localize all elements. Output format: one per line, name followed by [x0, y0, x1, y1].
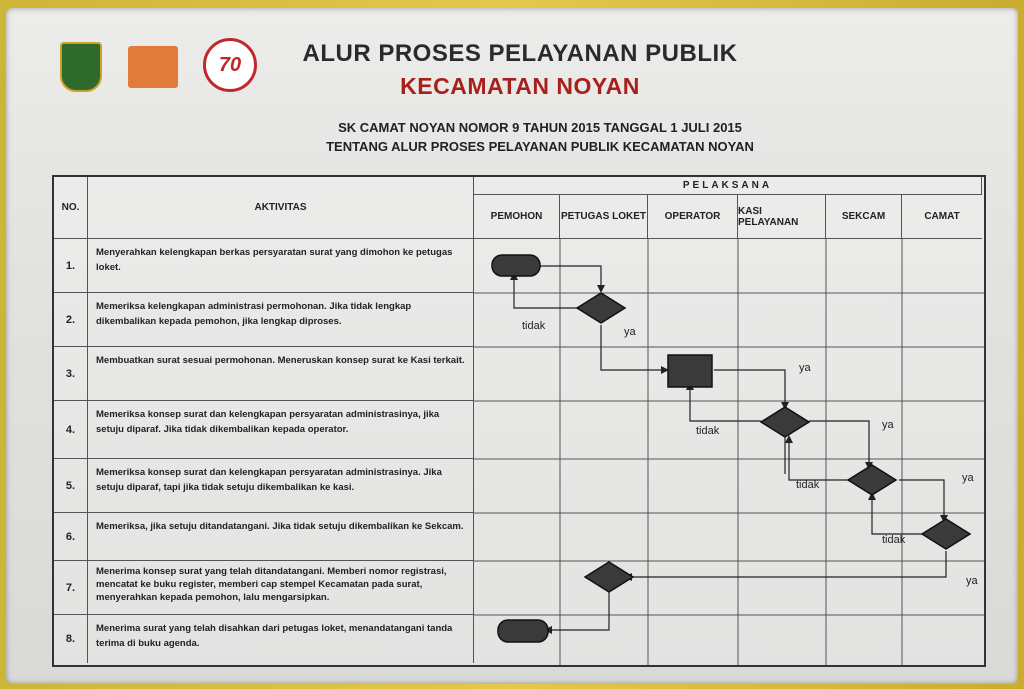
row-7-activity: Menerima konsep surat yang telah ditandatangani. Memberi nomor registrasi, mencatat ke buku register, memberi cap stempel Kecamatan pada surat, menyerahkan kepada pemohon, lalu mengarsipkan.	[88, 561, 474, 615]
label-ya-5: ya	[966, 575, 978, 587]
row-7-number: 7.	[54, 561, 88, 615]
col-no-header: NO.	[54, 177, 88, 239]
operator-process-shape	[668, 355, 712, 387]
label-tidak-1: tidak	[522, 320, 546, 332]
flow-connectors	[514, 266, 946, 630]
row-2-number: 2.	[54, 293, 88, 347]
label-ya-3: ya	[882, 419, 894, 431]
col-activity-header: AKTIVITAS	[88, 177, 474, 239]
row-5-activity: Memeriksa konsep surat dan kelengkapan persyaratan administrasinya. Jika setuju diparaf, tapi jika tidak setuju dikembalikan ke kasi.	[88, 459, 474, 513]
label-ya-1: ya	[624, 326, 636, 338]
row-8-activity: Menerima surat yang telah disahkan dari petugas loket, menandatangani tanda terima di buku agenda.	[88, 615, 474, 663]
row-3-number: 3.	[54, 347, 88, 401]
page-subtitle: KECAMATAN NOYAN	[400, 73, 640, 99]
loket-decision-shape	[577, 293, 625, 323]
end-terminal-shape	[498, 620, 548, 642]
decree-line-2: TENTANG ALUR PROSES PELAYANAN PUBLIK KECAMATAN NOYAN	[326, 139, 754, 154]
row-4-number: 4.	[54, 401, 88, 459]
row-1-number: 1.	[54, 239, 88, 293]
loket-archive-decision-shape	[585, 562, 633, 592]
logo-70-text: 70	[218, 53, 242, 76]
label-tidak-3: tidak	[796, 479, 820, 491]
garuda-logo	[128, 46, 178, 88]
row-1-activity: Menyerahkan kelengkapan berkas persyaratan surat yang dimohon ke petugas loket.	[88, 239, 474, 293]
role-header-camat: CAMAT	[902, 195, 982, 239]
row-2-activity: Memeriksa kelengkapan administrasi permohonan. Jika tidak lengkap dikembalikan kepada pemohon, jika lengkap diproses.	[88, 293, 474, 347]
label-ya-4: ya	[962, 472, 974, 484]
kasi-decision-shape	[761, 407, 809, 437]
sekcam-decision-shape	[848, 465, 896, 495]
row-6-activity: Memeriksa, jika setuju ditandatangani. Jika tidak setuju dikembalikan ke Sekcam.	[88, 513, 474, 561]
regency-emblem-logo	[60, 42, 102, 92]
role-header-kasi-pelayanan: KASI PELAYANAN	[738, 195, 826, 239]
role-header-petugas-loket: PETUGAS LOKET	[560, 195, 648, 239]
col-executor-header: PELAKSANA	[474, 177, 982, 195]
decree-line-1: SK CAMAT NOYAN NOMOR 9 TAHUN 2015 TANGGAL 1 JULI 2015	[338, 120, 742, 135]
label-tidak-2: tidak	[696, 425, 720, 437]
arrow-heads	[510, 272, 948, 634]
row-5-number: 5.	[54, 459, 88, 513]
flowchart-diagram	[54, 177, 984, 665]
row-3-activity: Membuatkan surat sesuai permohonan. Meneruskan konsep surat ke Kasi terkait.	[88, 347, 474, 401]
label-tidak-4: tidak	[882, 534, 906, 546]
start-terminal-shape	[492, 255, 540, 276]
role-header-sekcam: SEKCAM	[826, 195, 902, 239]
row-4-activity: Memeriksa konsep surat dan kelengkapan persyaratan administrasinya, jika setuju diparaf. Jika tidak dikembalikan kepada operator.	[88, 401, 474, 459]
row-8-number: 8.	[54, 615, 88, 663]
process-table	[52, 175, 986, 667]
page-title: ALUR PROSES PELAYANAN PUBLIK	[302, 40, 738, 67]
row-6-number: 6.	[54, 513, 88, 561]
lane-grid	[474, 239, 984, 665]
role-header-pemohon: PEMOHON	[474, 195, 560, 239]
camat-decision-shape	[922, 519, 970, 549]
role-header-operator: OPERATOR	[648, 195, 738, 239]
label-ya-2: ya	[799, 362, 811, 374]
